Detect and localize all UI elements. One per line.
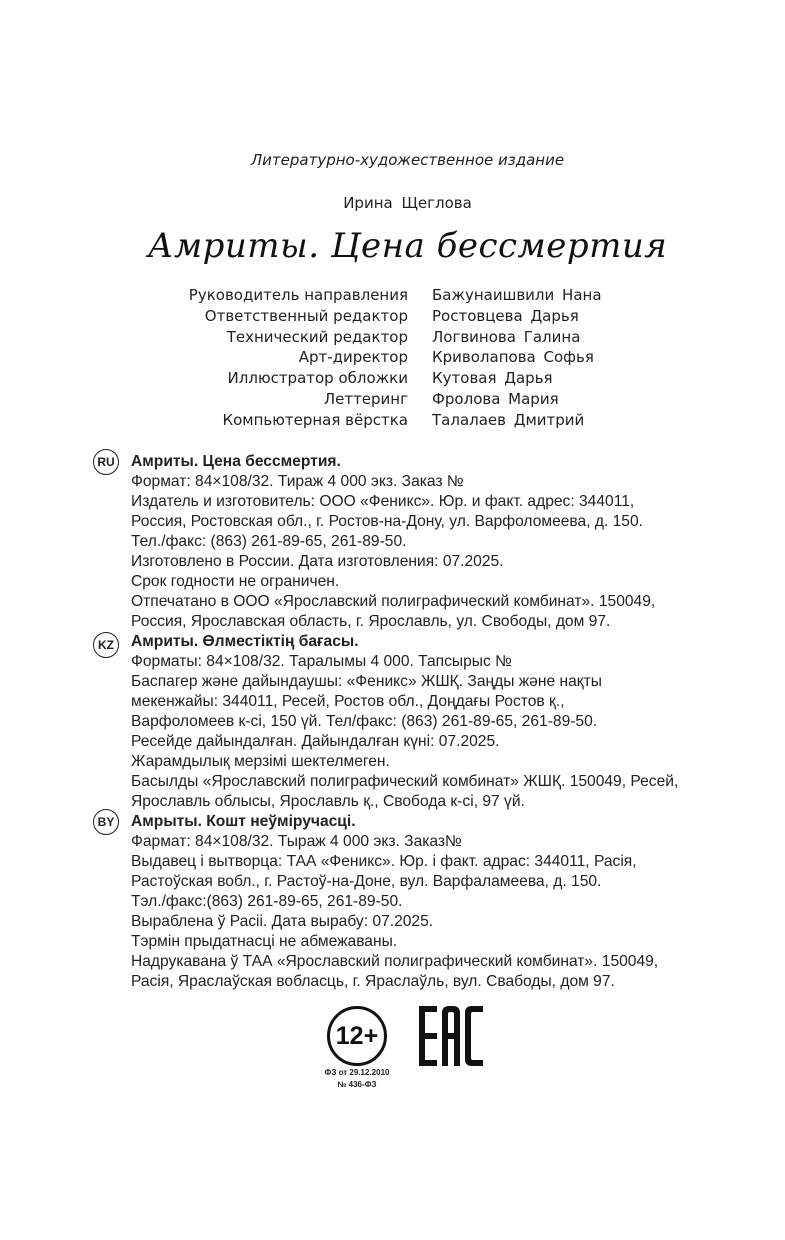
imprint-line: Россия, Ярославская область, г. Ярославль, ул. Свободы, дом 97.	[131, 613, 611, 630]
imprint-line: Тэрмін прыдатнасці не абмежаваны.	[131, 933, 398, 950]
credit-role: Технический редактор	[226, 327, 408, 346]
imprint-line: Растоўская вобл., г. Растоў-на-Доне, вул. Варфаламеева, д. 150.	[131, 873, 602, 890]
credit-role: Арт-директор	[298, 348, 408, 367]
imprint-line: Фармат: 84×108/32. Тыраж 4 000 экз. Заказ№	[131, 833, 462, 850]
credit-name: Кутовая Дарья	[432, 369, 553, 388]
credit-name: Логвинова Галина	[432, 327, 581, 346]
imprint-line: Издатель и изготовитель: ООО «Феникс». Юр. и факт. адрес: 344011,	[131, 493, 635, 510]
imprint-title: Амриты. Цена бессмертия.	[131, 453, 341, 470]
credit-row	[0, 328, 785, 349]
law-reference-line2: № 436-ФЗ	[337, 1080, 377, 1089]
law-reference-line1: ФЗ от 29.12.2010	[324, 1068, 390, 1077]
imprint-line: Форматы: 84×108/32. Таралымы 4 000. Тапсырыс №	[131, 653, 512, 670]
imprint-line: Формат: 84×108/32. Тираж 4 000 экз. Заказ №	[131, 473, 464, 490]
credit-role: Компьютерная вёрстка	[222, 410, 408, 429]
imprint-line: Изготовлено в России. Дата изготовления: 07.2025.	[131, 553, 504, 570]
kz-language-badge: KZ	[93, 632, 119, 658]
credit-row	[0, 348, 785, 369]
imprint-line: Басылды «Ярославский полиграфический комбинат» ЖШҚ. 150049, Ресей,	[131, 773, 679, 790]
credit-name: Бажунаишвили Нана	[432, 286, 602, 304]
by-language-badge: BY	[93, 809, 119, 835]
imprint-line: Срок годности не ограничен.	[131, 573, 340, 590]
imprint-line: Надрукавана ў ТАА «Ярославский полиграфический комбинат». 150049,	[131, 953, 659, 970]
imprint-line: Выраблена ў Расіі. Дата вырабу: 07.2025.	[131, 913, 434, 930]
ru-language-badge: RU	[93, 449, 119, 475]
imprint-line: Баспагер және дайындаушы: «Феникс» ЖШҚ. Заңды және нақты	[131, 673, 602, 690]
imprint-line: Ярославль облысы, Ярославль қ., Свобода к-сі, 97 үй.	[131, 793, 525, 810]
imprint-title: Амрыты. Кошт неўміручасці.	[131, 813, 356, 830]
credit-name: Ростовцева Дарья	[432, 306, 579, 325]
credit-name: Фролова Мария	[432, 389, 559, 408]
book-title: Амриты. Цена бессмертия	[147, 226, 668, 266]
imprint-line: мекенжайы: 344011, Ресей, Ростов обл., Доңдағы Ростов қ.,	[131, 693, 565, 710]
imprint-line: Расія, Яраслаўская вобласць, г. Яраслаўль, вул. Свабоды, дом 97.	[131, 973, 615, 990]
credit-row	[0, 369, 785, 390]
imprint-line: Жарамдылық мерзімі шектелмеген.	[131, 753, 390, 770]
imprint-title: Амриты. Өлместіктің бағасы.	[131, 633, 359, 650]
age-rating-badge: 12+	[327, 1006, 387, 1066]
credit-row	[0, 411, 785, 432]
credit-name: Криволапова Софья	[432, 348, 594, 367]
genre-line: Литературно-художественное издание	[250, 151, 565, 169]
credit-row	[0, 390, 785, 411]
imprint-line: Отпечатано в ООО «Ярославский полиграфический комбинат». 150049,	[131, 593, 656, 610]
imprint-line: Тел./факс: (863) 261-89-65, 261-89-50.	[131, 533, 407, 550]
imprint-line: Ресейде дайындалған. Дайындалған күні: 07.2025.	[131, 733, 500, 750]
credits-list	[0, 286, 785, 432]
credit-row	[0, 286, 785, 307]
credit-role: Ответственный редактор	[204, 306, 408, 325]
credit-role: Руководитель направления	[188, 286, 408, 304]
eac-conformity-icon	[418, 1005, 484, 1067]
credit-role: Леттеринг	[323, 389, 408, 408]
credit-row	[0, 307, 785, 328]
imprint-line: Выдавец і вытворца: ТАА «Феникс». Юр. і факт. адрас: 344011, Расія,	[131, 853, 637, 870]
imprint-line: Варфоломеев к-сі, 150 үй. Тел/факс: (863) 261-89-65, 261-89-50.	[131, 713, 598, 730]
credit-role: Иллюстратор обложки	[227, 369, 408, 388]
author-name: Ирина Щеглова	[343, 194, 472, 212]
imprint-line: Тэл./факс:(863) 261-89-65, 261-89-50.	[131, 893, 403, 910]
credit-name: Талалаев Дмитрий	[432, 410, 585, 429]
imprint-line: Россия, Ростовская обл., г. Ростов-на-Дону, ул. Варфоломеева, д. 150.	[131, 513, 643, 530]
